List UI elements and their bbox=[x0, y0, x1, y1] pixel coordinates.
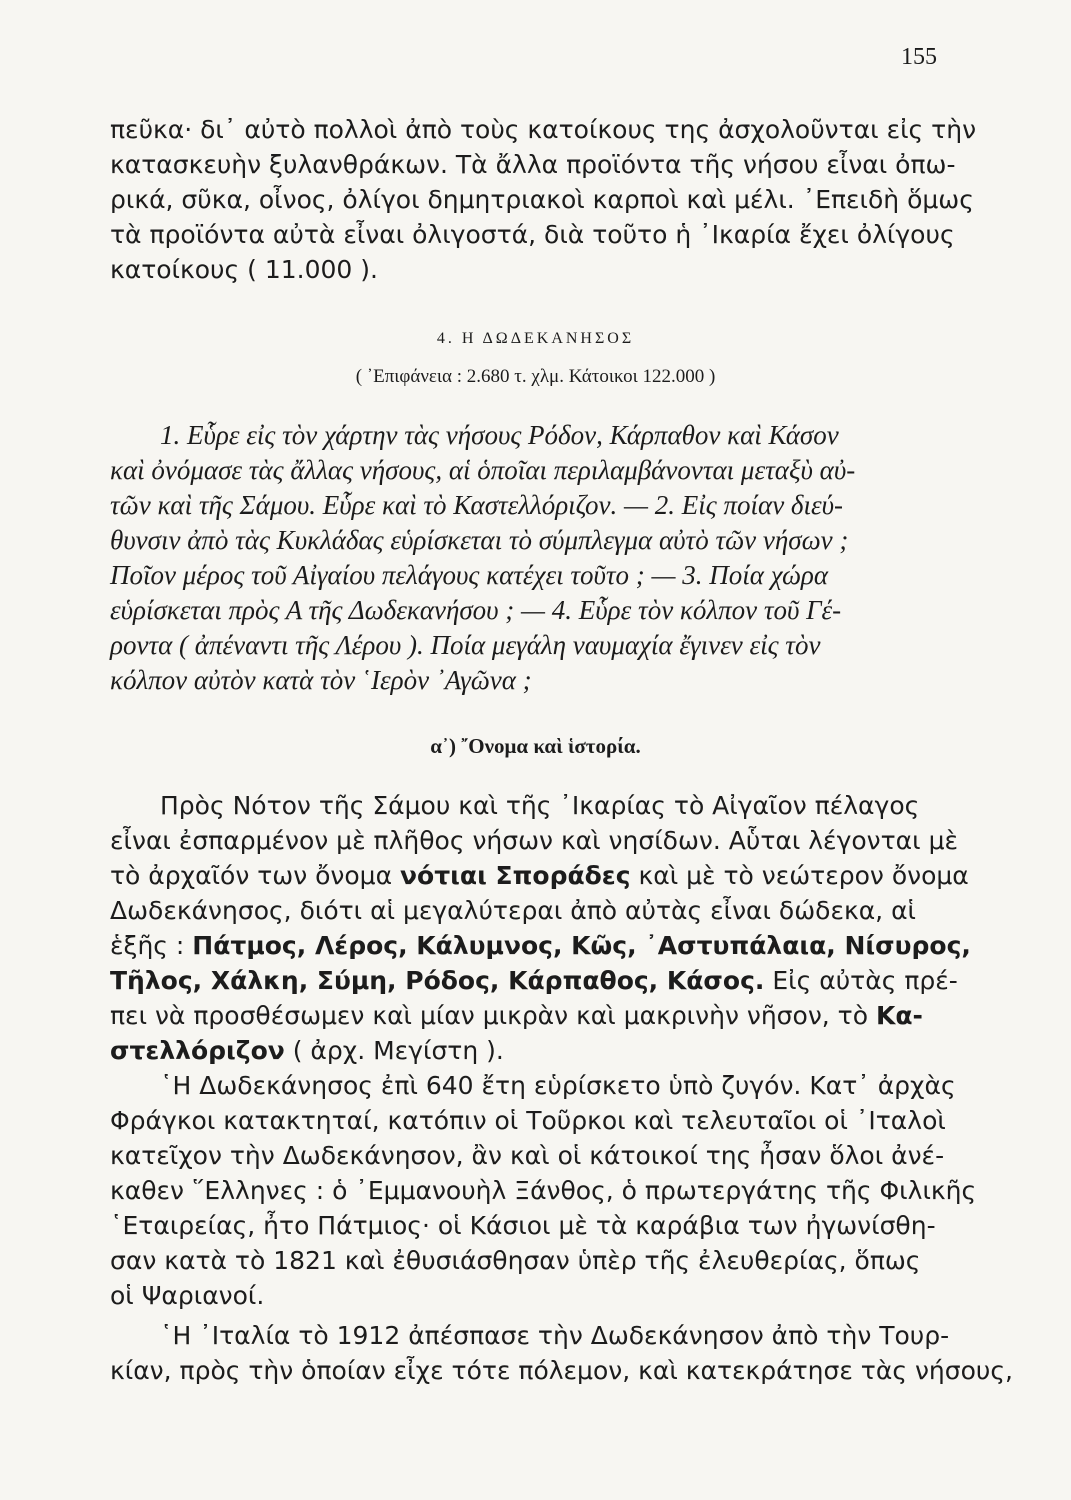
exercise-paragraph bbox=[110, 418, 970, 698]
text-run: πει νὰ προσθέσωμεν καὶ μίαν μικρὰν καὶ μακρινὴν νῆσον, τὸ bbox=[110, 1001, 876, 1030]
text-line: κατοίκους ( 11.000 ). bbox=[110, 255, 378, 284]
intro-paragraph bbox=[110, 112, 977, 287]
bold-term: νότιαι Σποράδες bbox=[400, 861, 631, 890]
text-run: Εἰς αὐτὰς πρέ- bbox=[764, 966, 958, 995]
section-subtitle: ( ᾿Επιφάνεια : 2.680 τ. χλμ. Κάτοικοι 122.000 ) bbox=[355, 366, 716, 387]
text-line: ροντα ( ἀπέναντι τῆς Λέρου ). Ποία μεγάλη ναυμαχία ἔγινεν εἰς τὸν bbox=[110, 630, 821, 660]
text-line: εἶναι ἐσπαρμένον μὲ πλῆθος νήσων καὶ νησίδων. Αὗται λέγονται μὲ bbox=[110, 826, 958, 855]
text-line: 1. Εὗρε εἰς τὸν χάρτην τὰς νήσους Ρόδον, Κάρπαθον καὶ Κάσον bbox=[160, 420, 839, 450]
text-line: Δωδεκάνησος, διότι αἱ μεγαλύτεραι ἀπὸ αὐτὰς εἶναι δώδεκα, αἱ bbox=[110, 896, 917, 925]
text-line bbox=[110, 1033, 970, 1068]
text-line bbox=[110, 998, 970, 1033]
text-run: ἑξῆς : bbox=[110, 931, 193, 960]
section-title: 4. Η ΔΩΔΕΚΑΝΗΣΟΣ bbox=[436, 330, 635, 347]
text-line: τὰ προϊόντα αὐτὰ εἶναι ὀλιγοστά, διὰ τοῦτο ἡ ᾿Ικαρία ἔχει ὀλίγους bbox=[110, 220, 955, 249]
text-line: καθεν ῞Ελληνες : ὁ ᾿Εμμανουὴλ Ξάνθος, ὁ πρωτεργάτης τῆς Φιλικῆς bbox=[110, 1176, 977, 1205]
text-line: ῾Η ᾿Ιταλία τὸ 1912 ἀπέσπασε τὴν Δωδεκάνησον ἀπὸ τὴν Τουρ- bbox=[160, 1321, 950, 1350]
text-line: Πρὸς Νότον τῆς Σάμου καὶ τῆς ᾿Ικαρίας τὸ Αἰγαῖον πέλαγος bbox=[160, 791, 920, 820]
text-line: Φράγκοι κατακτηταί, κατόπιν οἱ Τοῦρκοι καὶ τελευταῖοι οἱ ᾿Ιταλοὶ bbox=[110, 1106, 946, 1135]
text-line: Ποῖον μέρος τοῦ Αἰγαίου πελάγους κατέχει τοῦτο ; — 3. Ποία χώρα bbox=[110, 560, 829, 590]
text-line bbox=[110, 963, 970, 998]
body-paragraph-1 bbox=[110, 788, 970, 1068]
text-line: ῾Η Δωδεκάνησος ἐπὶ 640 ἔτη εὑρίσκετο ὑπὸ ζυγόν. Κατ᾽ ἀρχὰς bbox=[160, 1071, 956, 1100]
text-line: κατασκευὴν ξυλανθράκων. Τὰ ἄλλα προϊόντα τῆς νήσου εἶναι ὀπω- bbox=[110, 150, 956, 179]
text-line: ρικά, σῦκα, οἶνος, ὀλίγοι δημητριακοὶ καρποὶ καὶ μέλι. ᾿Επειδὴ ὅμως bbox=[110, 185, 974, 214]
text-run: τὸ ἀρχαῖόν των ὄνομα bbox=[110, 861, 401, 890]
text-line: οἱ Ψαριανοί. bbox=[110, 1281, 265, 1310]
bold-term: στελλόριζον bbox=[110, 1036, 285, 1065]
text-line: τῶν καὶ τῆς Σάμου. Εὗρε καὶ τὸ Καστελλόριζον. — 2. Εἰς ποίαν διεύ- bbox=[110, 490, 844, 520]
text-line: κατεῖχον τὴν Δωδεκάνησον, ἂν καὶ οἱ κάτοικοί της ἦσαν ὅλοι ἀνέ- bbox=[110, 1141, 945, 1170]
bold-term: Πάτμος, Λέρος, Κάλυμνος, Κῶς, ᾿Αστυπάλαια, Νίσυρος, bbox=[192, 931, 971, 960]
text-line bbox=[110, 928, 970, 963]
body-paragraph-3 bbox=[110, 1318, 1013, 1388]
body-paragraph-2 bbox=[110, 1068, 977, 1313]
text-line bbox=[110, 858, 970, 893]
page-number: 155 bbox=[901, 44, 937, 70]
subsection-title: α᾽) ῎Ονομα καὶ ἱστορία. bbox=[430, 734, 641, 758]
text-line: εὑρίσκεται πρὸς Α τῆς Δωδεκανήσου ; — 4. Εὗρε τὸν κόλπον τοῦ Γέ- bbox=[110, 595, 842, 625]
text-run: ( ἀρχ. Μεγίστη ). bbox=[284, 1036, 504, 1065]
text-line: κόλπον αὐτὸν κατὰ τὸν ῾Ιερὸν ᾿Αγῶνα ; bbox=[110, 665, 532, 695]
text-run: καὶ μὲ τὸ νεώτερον ὄνομα bbox=[630, 861, 969, 890]
text-line: ῾Εταιρείας, ἦτο Πάτμιος· οἱ Κάσιοι μὲ τὰ καράβια των ἠγωνίσθη- bbox=[110, 1211, 936, 1240]
text-line: καὶ ὀνόμασε τὰς ἄλλας νήσους, αἱ ὁποῖαι περιλαμβάνονται μεταξὺ αὐ- bbox=[110, 455, 856, 485]
bold-term: Τῆλος, Χάλκη, Σύμη, Ρόδος, Κάρπαθος, Κάσος. bbox=[110, 966, 765, 995]
text-line: πεῦκα· δι᾽ αὐτὸ πολλοὶ ἀπὸ τοὺς κατοίκους της ἀσχολοῦνται εἰς τὴν bbox=[110, 115, 977, 144]
text-line: θυνσιν ἀπὸ τὰς Κυκλάδας εὑρίσκεται τὸ σύμπλεγμα αὐτὸ τῶν νήσων ; bbox=[110, 525, 849, 555]
bold-term: Κα- bbox=[875, 1001, 923, 1030]
text-line: σαν κατὰ τὸ 1821 καὶ ἐθυσιάσθησαν ὑπὲρ τῆς ἐλευθερίας, ὅπως bbox=[110, 1246, 921, 1275]
text-line: κίαν, πρὸς τὴν ὁποίαν εἶχε τότε πόλεμον, καὶ κατεκράτησε τὰς νήσους, bbox=[110, 1356, 1013, 1385]
